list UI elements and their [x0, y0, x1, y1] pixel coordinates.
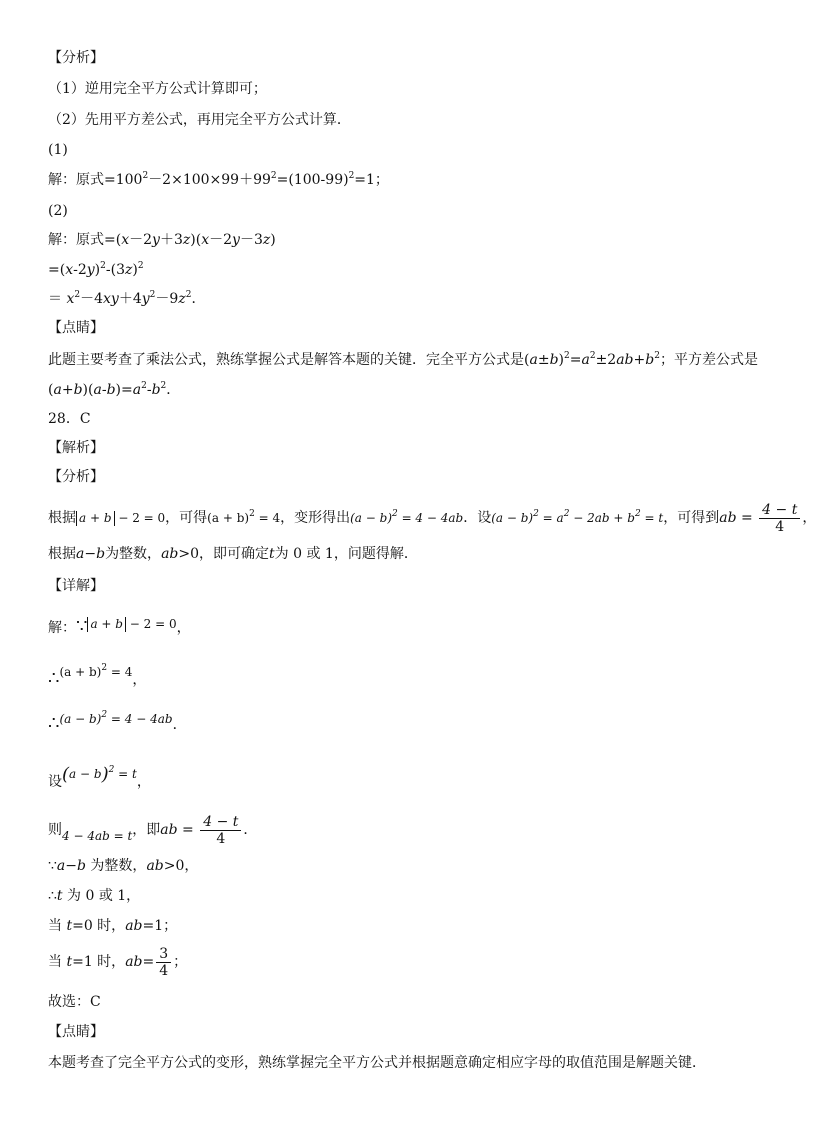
because-symbol: ∵ [76, 616, 88, 637]
text-line: 当 t=0 时，ab=1； [48, 918, 178, 934]
equation-line: 解：∵ a + b − 2 = 0， [48, 616, 191, 637]
text-line: 根据a−b为整数，ab>0，即可确定t为 0 或 1，问题得解． [48, 546, 418, 562]
therefore-symbol: ∴ [48, 668, 60, 689]
equation-line: ∴(a − b)$^2$ = 4 − 4ab． [48, 710, 187, 734]
text-line: ∵a−b 为整数，ab>0， [48, 858, 199, 874]
fraction: $\frac{3}{4}$ [156, 946, 171, 979]
final-answer: 故选：C [48, 994, 101, 1010]
fraction: $\frac{4 - t}{4}$ [759, 502, 800, 535]
text-line: 根据 a + b − 2 = 0，可得$(a + b)^2 = 4$，变形得出$(a - b)^2 = 4 - 4ab$．设$(a - b)^2 = a^2 - 2ab + b^2 = t$，可得到ab = $\frac{4 - t}{4}$ ， [48, 501, 816, 535]
equation-line: ∴(a + b)$^2$ = 4， [48, 663, 147, 689]
text-line: （2）先用平方差公式，再用完全平方公式计算． [48, 112, 351, 128]
text-line: （1）逆用完全平方公式计算即可； [48, 81, 267, 97]
equation-line: 解：原式$=100^2-2\times 100\times 99+99^2=(100-99)^2=1$； [48, 171, 389, 188]
equation-line: 则4 − 4ab = t，即ab = $\frac{4 - t}{4}$ ． [48, 813, 258, 847]
text-line: 本题考查了完全平方公式的变形，熟练掌握完全平方公式并根据题意确定相应字母的取值范围是解题关键． [48, 1055, 706, 1071]
section-heading-analysis: 【分析】 [48, 50, 104, 66]
section-heading-remark: 【点睛】 [48, 320, 104, 336]
part-number: (2) [48, 203, 68, 219]
section-heading-detail: 【详解】 [48, 578, 104, 594]
part-number: (1) [48, 142, 68, 158]
section-heading-analysis: 【分析】 [48, 469, 104, 485]
equation-line: ＝ $x^2-4xy+4y^2-9z^2$． [48, 290, 206, 307]
text-line: ∴t 为 0 或 1， [48, 888, 141, 904]
text-line: $(a+b)(a-b)=a^2-b^2$． [48, 381, 181, 398]
question-answer: 28．C [48, 411, 91, 427]
text-line: 当 t=1 时，ab= $\frac{3}{4}$ ； [48, 945, 188, 979]
equation-line: 设$(a - b)^2 = t$， [48, 764, 151, 790]
therefore-symbol: ∴ [48, 713, 60, 734]
section-heading-solution: 【解析】 [48, 440, 104, 456]
equation-line: 解：原式=(x－2y＋3z)(x－2y－3z) [48, 232, 276, 248]
text-line: 此题主要考查了乘法公式，熟练掌握公式是解答本题的关键．完全平方公式是$(a\pm b)^2=a^2\pm 2ab+b^2$；平方差公式是 [48, 351, 758, 368]
equation-line: $=(x-2y)^2-(3z)^2$ [48, 261, 144, 278]
fraction: $\frac{4 - t}{4}$ [200, 814, 241, 847]
section-heading-remark: 【点睛】 [48, 1024, 104, 1040]
